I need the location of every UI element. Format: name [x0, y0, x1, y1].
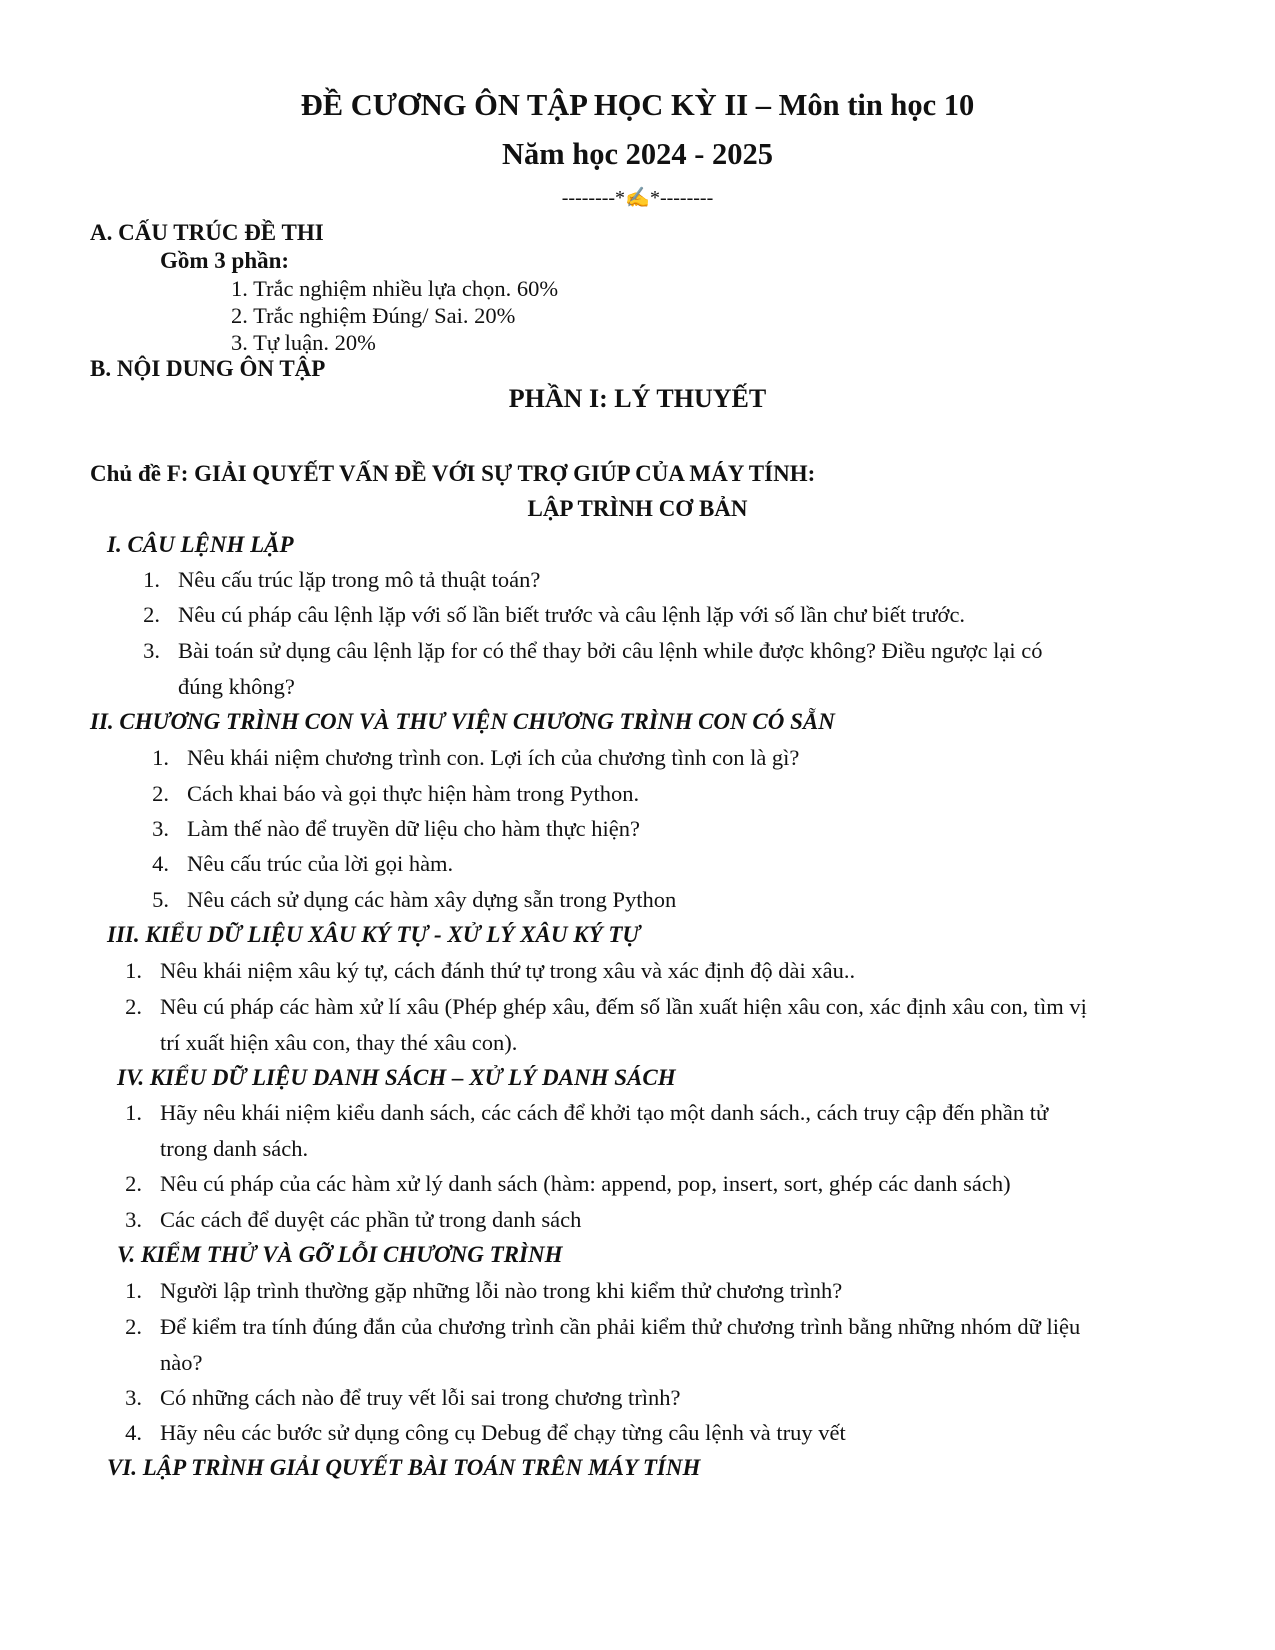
- part-heading: PHẦN I: LÝ THUYẾT: [508, 384, 767, 413]
- subsection-heading: V. KIỂM THỬ VÀ GỠ LỖI CHƯƠNG TRÌNH: [117, 1242, 563, 1267]
- school-year: Năm học 2024 - 2025: [501, 137, 774, 171]
- document-page: ĐỀ CƯƠNG ÔN TẬP HỌC KỲ II – Môn tin học 10 Năm học 2024 - 2025 --------*✍*-------- A. CẤU TRÚC ĐỀ THI Gồm 3 phần: 1. Trắc nghiệm nhiều lựa chọn. 60% 2. Trắc nghiệm Đúng/ Sai. 20% 3. Tự luận. 20% B. NỘI DUNG ÔN TẬP PHẦN I: LÝ THUYẾT Chủ đề F: GIẢI QUYẾT VẤN ĐỀ VỚI SỰ TRỢ GIÚP CỦA MÁY TÍNH: LẬP TRÌNH CƠ BẢN I. CÂU LỆNH LẶP 1. Nêu cấu trúc lặp trong mô tả thuật toán? 2. Nêu cú pháp câu lệnh lặp với số lần biết trước và câu lệnh lặp với số lần chư biết trước. 3. Bài toán sử dụng câu lệnh lặp for có thể thay bởi câu lệnh while được không? Điều ngược lại có đúng không? II. CHƯƠNG TRÌNH CON VÀ THƯ VIỆN CHƯƠNG TRÌNH CON CÓ SẴN 1. Nêu khái niệm chương trình con. Lợi ích của chương tình con là gì? 2. Cách khai báo và gọi thực hiện hàm trong Python. 3. Làm thế nào để truyền dữ liệu cho hàm thực hiện? 4. Nêu cấu trúc của lời gọi hàm. 5. Nêu cách sử dụng các hàm xây dựng sẵn trong Python III. KIỂU DỮ LIỆU XÂU KÝ TỰ - XỬ LÝ XÂU KÝ TỰ 1. Nêu khái niệm xâu ký tự, cách đánh thứ tự trong xâu và xác định độ dài xâu.. 2. Nêu cú pháp các hàm xử lí xâu (Phép ghép xâu, đếm số lần xuất hiện xâu con, xác định xâu con, tìm vị trí xuất hiện xâu con, thay thé xâu con). IV. KIỂU DỮ LIỆU DANH SÁCH – XỬ LÝ DANH SÁCH 1. Hãy nêu khái niệm kiểu danh sách, các cách để khởi tạo một danh sách., cách truy cập đến phần tử trong danh sách. 2. Nêu cú pháp của các hàm xử lý danh sách (hàm: append, pop, insert, sort, ghép các danh sách) 3. Các cách để duyệt các phần tử trong danh sách V. KIỂM THỬ VÀ GỠ LỖI CHƯƠNG TRÌNH 1. Người lập trình thường gặp những lỗi nào trong khi kiểm thử chương trình? 2. Để kiểm tra tính đúng đắn của chương trình cần phải kiểm thử chương trình bằng những nhóm dữ liệu nào? 3. Có những cách nào để truy vết lỗi sai trong chương trình? 4. Hãy nêu các bước sử dụng công cụ Debug để chạy từng câu lệnh và truy vết VI. LẬP TRÌNH GIẢI QUYẾT BÀI TOÁN TRÊN MÁY TÍNH: [0, 0, 1275, 1650]
- title-ornament: --------*✍*--------: [561, 187, 714, 209]
- exam-part-item: 3. Tự luận. 20%: [231, 330, 376, 355]
- document-title: ĐỀ CƯƠNG ÔN TẬP HỌC KỲ II – Môn tin học 10: [300, 88, 975, 122]
- topic-subheading: LẬP TRÌNH CƠ BẢN: [527, 496, 748, 521]
- exam-part-item: 1. Trắc nghiệm nhiều lựa chọn. 60%: [231, 276, 559, 301]
- subsection-heading: VI. LẬP TRÌNH GIẢI QUYẾT BÀI TOÁN TRÊN MÁY TÍNH: [107, 1455, 701, 1480]
- section-a-subheading: Gồm 3 phần:: [160, 248, 290, 273]
- section-b-heading: B. NỘI DUNG ÔN TẬP: [90, 356, 326, 381]
- subsection-heading: III. KIỂU DỮ LIỆU XÂU KÝ TỰ - XỬ LÝ XÂU KÝ TỰ: [107, 922, 641, 947]
- subsection-heading: I. CÂU LỆNH LẶP: [107, 532, 294, 557]
- section-a-heading: A. CẤU TRÚC ĐỀ THI: [90, 220, 324, 245]
- subsection-heading: IV. KIỂU DỮ LIỆU DANH SÁCH – XỬ LÝ DANH SÁCH: [117, 1065, 676, 1090]
- topic-heading: Chủ đề F: GIẢI QUYẾT VẤN ĐỀ VỚI SỰ TRỢ GIÚP CỦA MÁY TÍNH:: [90, 461, 816, 486]
- subsection-heading: II. CHƯƠNG TRÌNH CON VÀ THƯ VIỆN CHƯƠNG TRÌNH CON CÓ SẴN: [90, 709, 835, 734]
- exam-part-item: 2. Trắc nghiệm Đúng/ Sai. 20%: [231, 303, 516, 328]
